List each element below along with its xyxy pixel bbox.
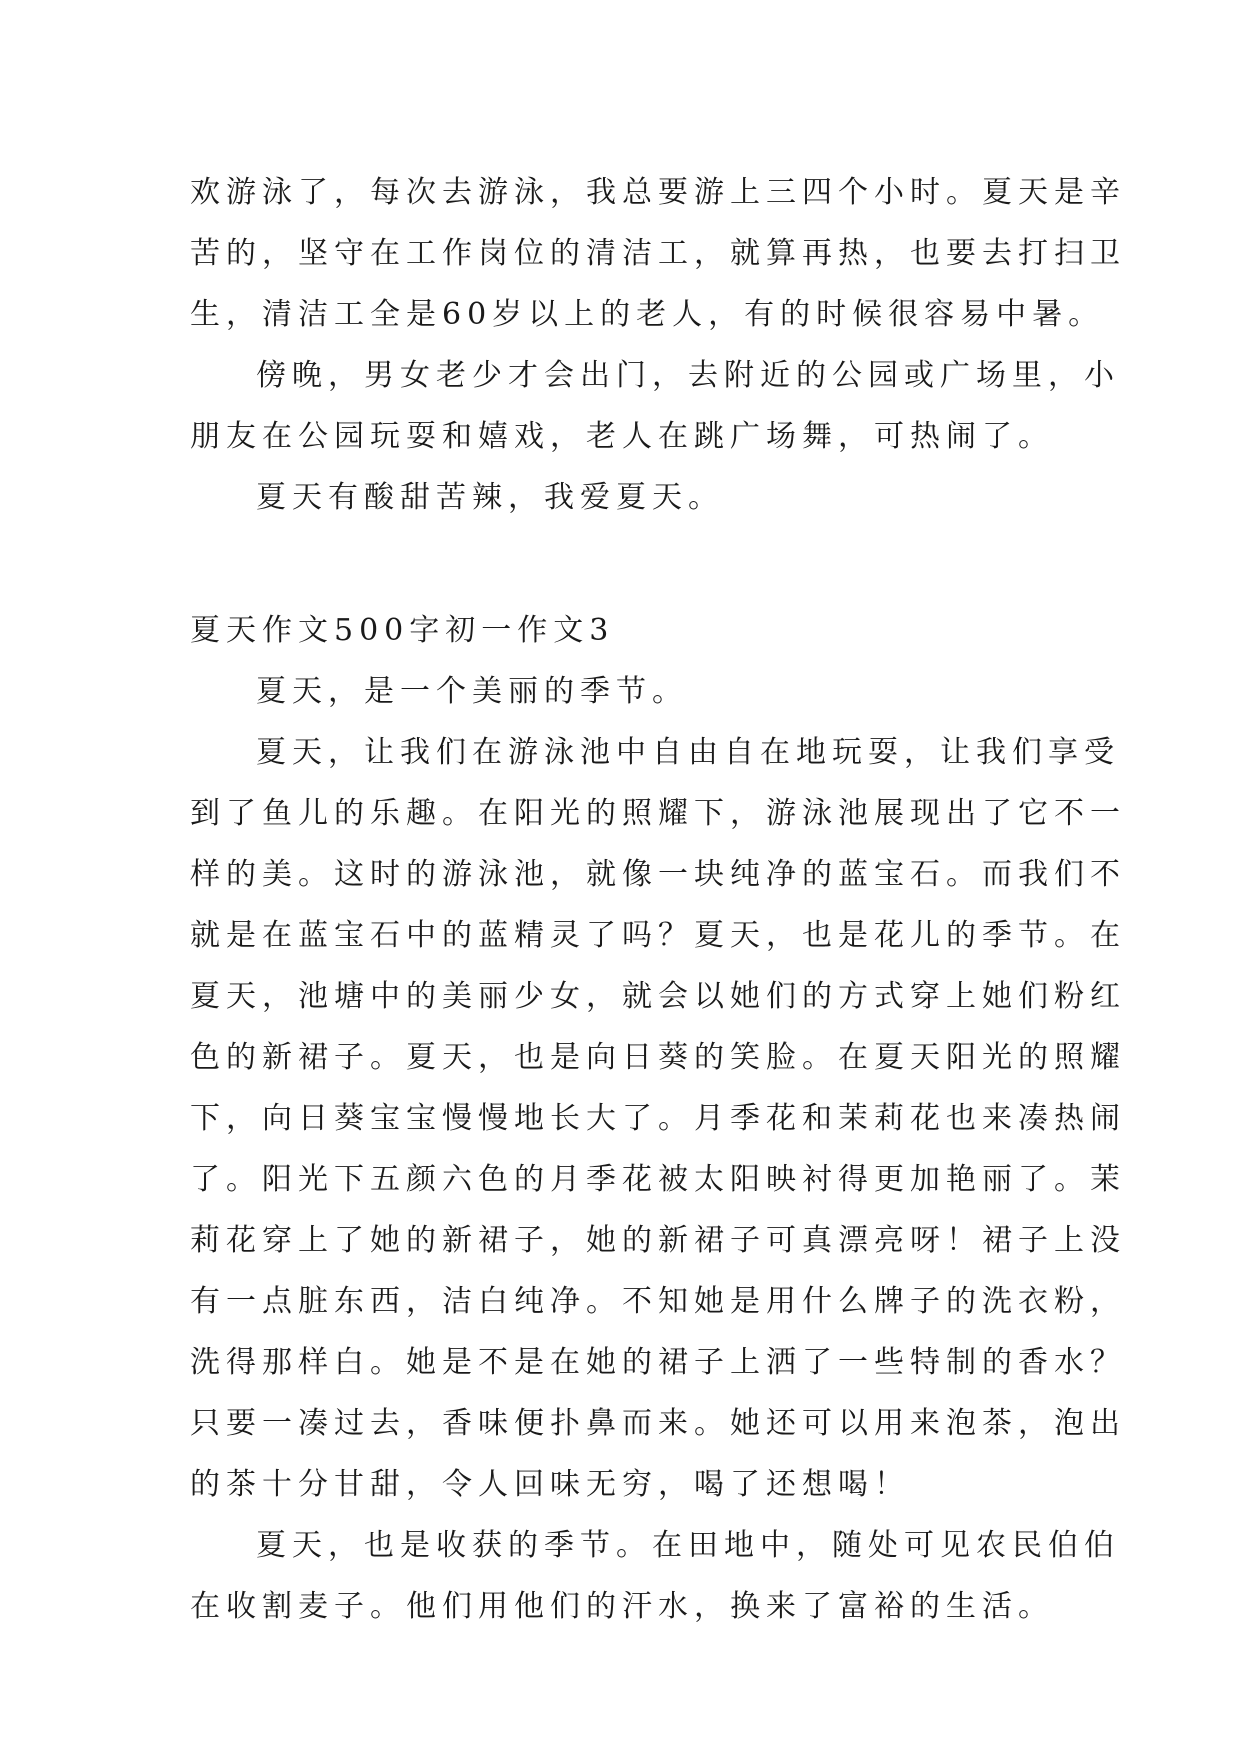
paragraph-main-line: 夏天，让我们在游泳池中自由自在地玩耍，让我们享受: [256, 735, 1120, 770]
paragraph-main-line: 色的新裙子。夏天，也是向日葵的笑脸。在夏天阳光的照耀: [190, 1040, 1126, 1075]
paragraph-main-line: 莉花穿上了她的新裙子，她的新裙子可真漂亮呀！裙子上没: [190, 1223, 1126, 1258]
section-gap: [190, 528, 1060, 600]
paragraph-main-line: 就是在蓝宝石中的蓝精灵了吗？夏天，也是花儿的季节。在: [190, 918, 1126, 953]
essay-title: 夏天作文500字初一作文3: [190, 613, 615, 648]
paragraph-love: 夏天有酸甜苦辣，我爱夏天。: [256, 480, 724, 515]
paragraph-main-line: 夏天，池塘中的美丽少女，就会以她们的方式穿上她们粉红: [190, 979, 1126, 1014]
paragraph-main-line: 了。阳光下五颜六色的月季花被太阳映衬得更加艳丽了。茉: [190, 1162, 1126, 1197]
text-line: 生，清洁工全是60岁以上的老人，有的时候很容易中暑。: [190, 297, 1105, 332]
paragraph-intro: 夏天，是一个美丽的季节。: [256, 674, 688, 709]
text-line: 苦的，坚守在工作岗位的清洁工，就算再热，也要去打扫卫: [190, 236, 1126, 271]
paragraph-main-line: 下，向日葵宝宝慢慢地长大了。月季花和茉莉花也来凑热闹: [190, 1101, 1126, 1136]
paragraph-main-line: 样的美。这时的游泳池，就像一块纯净的蓝宝石。而我们不: [190, 857, 1126, 892]
paragraph-main-line: 有一点脏东西，洁白纯净。不知她是用什么牌子的洗衣粉，: [190, 1284, 1126, 1319]
paragraph-main-line: 的茶十分甘甜，令人回味无穷，喝了还想喝！: [190, 1467, 910, 1502]
paragraph-harvest-line: 夏天，也是收获的季节。在田地中，随处可见农民伯伯: [256, 1528, 1120, 1563]
document-body: [190, 162, 1126, 1637]
paragraph-main-line: 只要一凑过去，香味便扑鼻而来。她还可以用来泡茶，泡出: [190, 1406, 1126, 1441]
paragraph-main-line: 洗得那样白。她是不是在她的裙子上洒了一些特制的香水？: [190, 1345, 1126, 1380]
paragraph-harvest-line: 在收割麦子。他们用他们的汗水，换来了富裕的生活。: [190, 1589, 1054, 1624]
paragraph-evening-line: 朋友在公园玩耍和嬉戏，老人在跳广场舞，可热闹了。: [190, 419, 1054, 454]
paragraph-main-line: 到了鱼儿的乐趣。在阳光的照耀下，游泳池展现出了它不一: [190, 796, 1126, 831]
paragraph-evening-line: 傍晚，男女老少才会出门，去附近的公园或广场里，小: [256, 358, 1120, 393]
text-line: 欢游泳了，每次去游泳，我总要游上三四个小时。夏天是辛: [190, 175, 1126, 210]
